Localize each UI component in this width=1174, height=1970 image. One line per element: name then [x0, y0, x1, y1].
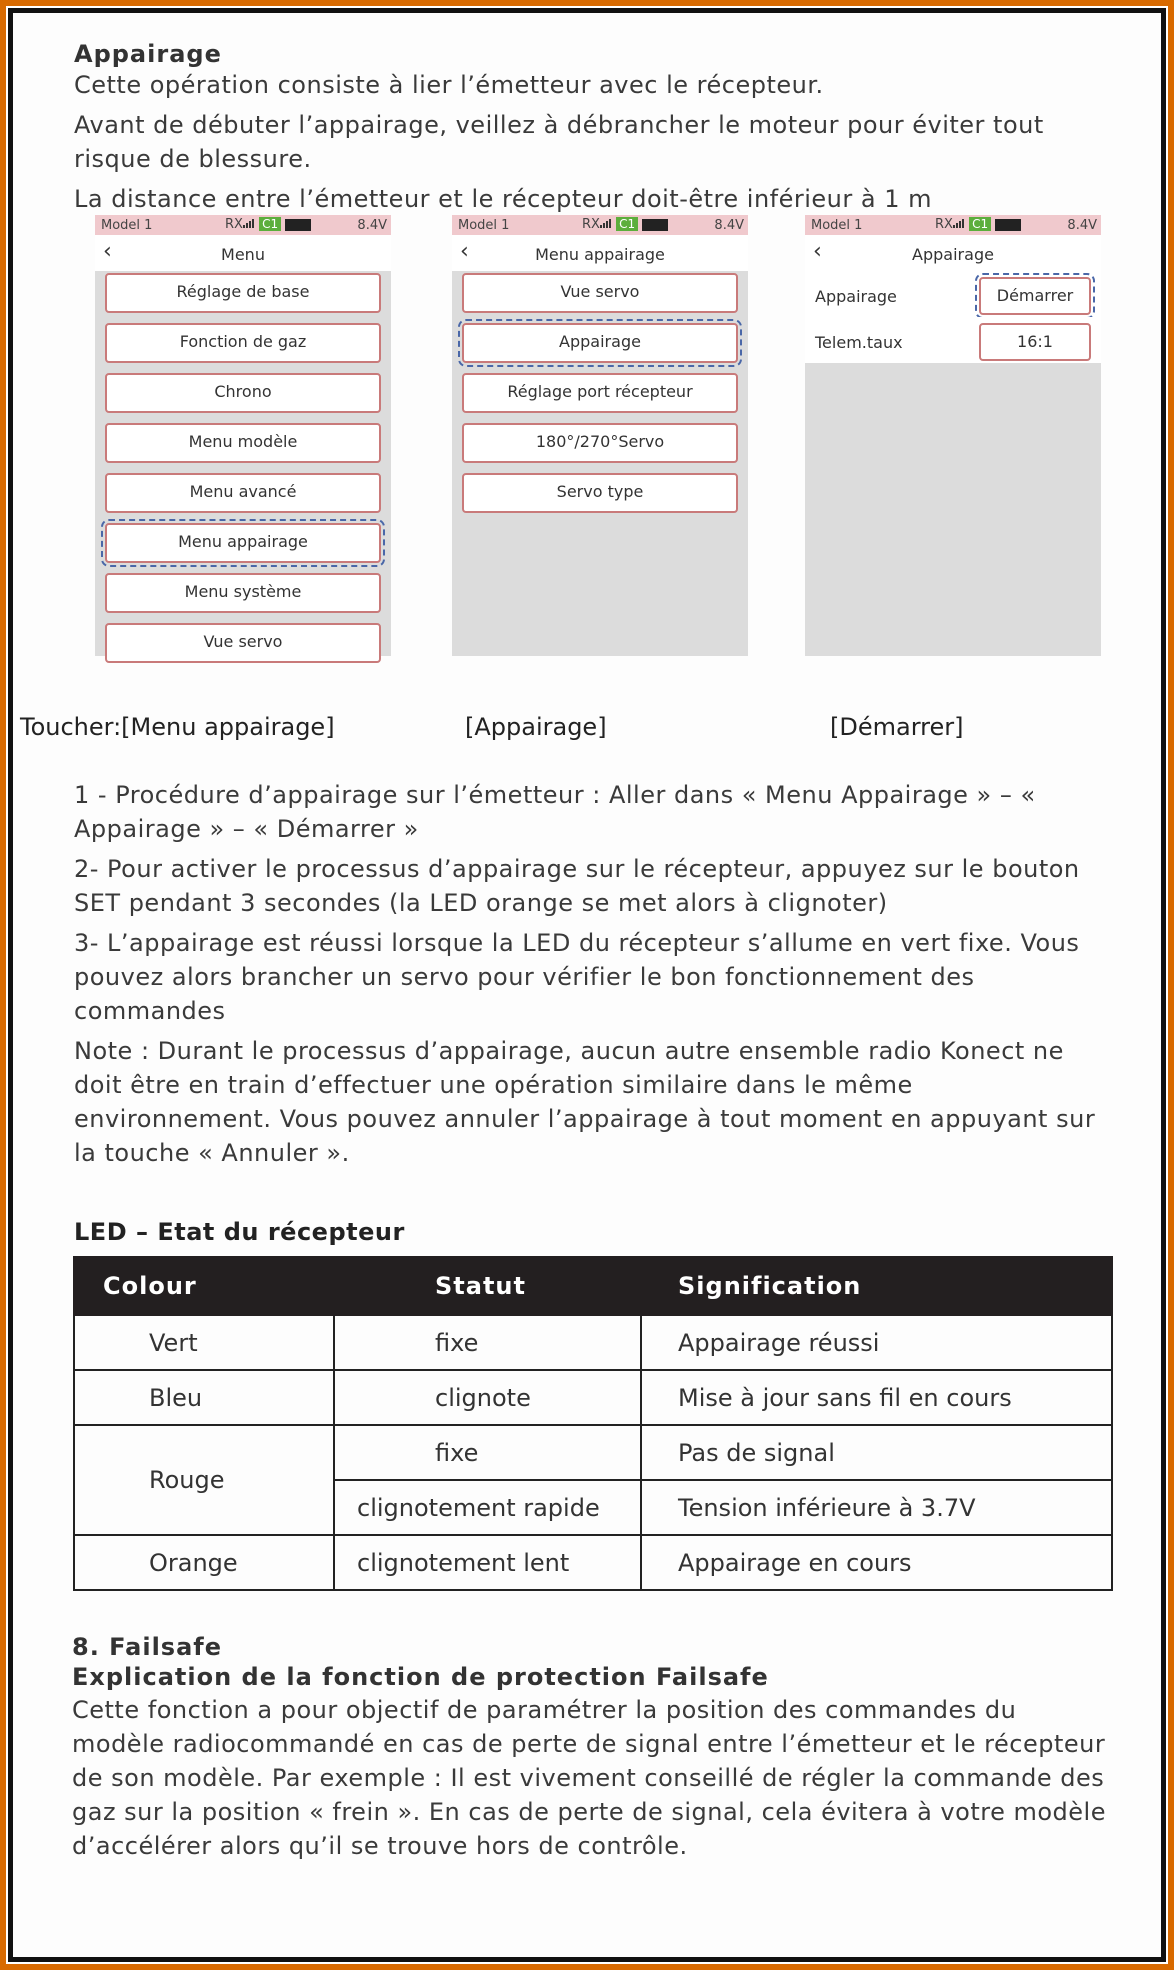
channel-badge: C1 — [969, 217, 991, 231]
header-statut: Statut — [334, 1257, 641, 1315]
cell-signification: Tension inférieure à 3.7V — [641, 1480, 1112, 1535]
screen-menu — [95, 215, 391, 656]
caption-screen-1: Toucher:[Menu appairage] — [20, 713, 335, 741]
setting-label: Telem.taux — [815, 333, 903, 352]
channel-badge: C1 — [259, 217, 281, 231]
table-row — [74, 1315, 1112, 1370]
voltage-label: 8.4V — [357, 218, 387, 233]
note: Note : Durant le processus d’appairage, aucun autre ensemble radio Konect ne doit être en train d’effectuer une opération similaire dans le même environnement. Vous pouvez annuler l’appairage à tout moment en appuyant sur la touche « Annuler ». — [74, 1037, 1096, 1167]
demarrer-button[interactable]: Démarrer — [979, 277, 1091, 315]
screen-header — [95, 235, 391, 271]
model-label: Model 1 — [101, 218, 153, 233]
menu-list — [452, 271, 748, 525]
menu-item-fonction-de-gaz[interactable]: Fonction de gaz — [105, 323, 381, 363]
cell-colour: Vert — [74, 1315, 334, 1370]
failsafe-body: Cette fonction a pour objectif de paramétrer la position des commandes du modèle radiocommandé en cas de perte de signal entre l’émetteur et le récepteur de son modèle. Par exemple : Il est vivement conseillé de régler la commande des gaz sur la position « frein ». En cas de perte de signal, cela évitera à votre modèle d’accélérer alors qu’il se trouve hors de contrôle. — [72, 1696, 1106, 1860]
header-signification: Signification — [641, 1257, 1112, 1315]
menu-item-chrono[interactable]: Chrono — [105, 373, 381, 413]
cell-statut: fixe — [334, 1425, 641, 1480]
screen-title: Menu — [221, 245, 265, 264]
cell-signification: Mise à jour sans fil en cours — [641, 1370, 1112, 1425]
back-arrow-icon[interactable]: ‹ — [460, 239, 469, 264]
status-bar — [95, 215, 391, 235]
menu-item-vue-servo[interactable]: Vue servo — [105, 623, 381, 663]
cell-signification: Appairage en cours — [641, 1535, 1112, 1590]
screens-illustration — [20, 215, 1100, 741]
screen-title: Appairage — [912, 245, 994, 264]
status-bar — [805, 215, 1101, 235]
header-colour: Colour — [74, 1257, 334, 1315]
screen-header — [452, 235, 748, 271]
screen-menu-appairage — [452, 215, 748, 656]
signal-icon — [953, 217, 965, 232]
telem-taux-value[interactable]: 16:1 — [979, 323, 1091, 361]
battery-icon — [642, 219, 668, 231]
status-bar — [452, 215, 748, 235]
battery-icon — [285, 219, 311, 231]
caption-screen-3: [Démarrer] — [830, 713, 964, 741]
menu-item-menu-systeme[interactable]: Menu système — [105, 573, 381, 613]
menu-item-reglage-de-base[interactable]: Réglage de base — [105, 273, 381, 313]
menu-item-servo-type[interactable]: Servo type — [462, 473, 738, 513]
led-table — [73, 1256, 1113, 1591]
voltage-label: 8.4V — [714, 218, 744, 233]
signal-icon — [243, 217, 255, 232]
back-arrow-icon[interactable]: ‹ — [813, 239, 822, 264]
table-header-row — [74, 1257, 1112, 1315]
screen-title: Menu appairage — [535, 245, 665, 264]
table-row — [74, 1370, 1112, 1425]
cell-colour: Bleu — [74, 1370, 334, 1425]
intro-paragraph-3: La distance entre l’émetteur et le récepteur doit-être inférieur à 1 m — [74, 185, 932, 213]
rx-label: RX — [935, 217, 953, 232]
menu-list — [95, 271, 391, 675]
section-title-appairage: Appairage — [74, 40, 222, 68]
setting-label: Appairage — [815, 287, 897, 306]
cell-colour: Rouge — [74, 1425, 334, 1535]
menu-item-menu-modele[interactable]: Menu modèle — [105, 423, 381, 463]
menu-item-appairage[interactable]: Appairage — [462, 323, 738, 363]
caption-screen-2: [Appairage] — [465, 713, 607, 741]
rx-indicator — [935, 217, 1021, 232]
cell-colour: Orange — [74, 1535, 334, 1590]
procedure-steps — [74, 778, 1114, 1176]
intro-paragraph-1: Cette opération consiste à lier l’émetteur avec le récepteur. — [74, 71, 824, 99]
channel-badge: C1 — [616, 217, 638, 231]
rx-label: RX — [582, 217, 600, 232]
model-label: Model 1 — [811, 218, 863, 233]
menu-item-menu-appairage[interactable]: Menu appairage — [105, 523, 381, 563]
cell-statut: clignotement lent — [334, 1535, 641, 1590]
cell-statut: fixe — [334, 1315, 641, 1370]
step-1: 1 - Procédure d’appairage sur l’émetteur : Aller dans « Menu Appairage » – « Appairage » – « Démarrer » — [74, 781, 1036, 843]
screen-appairage — [805, 215, 1101, 656]
led-table-title: LED – Etat du récepteur — [74, 1218, 405, 1246]
screen-header — [805, 235, 1101, 271]
cell-statut: clignote — [334, 1370, 641, 1425]
setting-row-telem-taux — [805, 317, 1101, 363]
menu-item-menu-avance[interactable]: Menu avancé — [105, 473, 381, 513]
model-label: Model 1 — [458, 218, 510, 233]
failsafe-title: 8. Failsafe — [72, 1633, 223, 1661]
table-row — [74, 1425, 1112, 1480]
failsafe-subtitle: Explication de la fonction de protection Failsafe — [72, 1663, 769, 1691]
back-arrow-icon[interactable]: ‹ — [103, 239, 112, 264]
rx-indicator — [225, 217, 311, 232]
setting-row-appairage — [805, 271, 1101, 317]
appairage-section — [74, 40, 1114, 222]
menu-item-reglage-port-recepteur[interactable]: Réglage port récepteur — [462, 373, 738, 413]
menu-item-servo-angle[interactable]: 180°/270°Servo — [462, 423, 738, 463]
rx-indicator — [582, 217, 668, 232]
cell-signification: Pas de signal — [641, 1425, 1112, 1480]
table-row — [74, 1535, 1112, 1590]
voltage-label: 8.4V — [1067, 218, 1097, 233]
rx-label: RX — [225, 217, 243, 232]
signal-icon — [600, 217, 612, 232]
failsafe-section — [72, 1633, 1112, 1863]
intro-paragraph-2: Avant de débuter l’appairage, veillez à débrancher le moteur pour éviter tout risque de blessure. — [74, 111, 1044, 173]
cell-signification: Appairage réussi — [641, 1315, 1112, 1370]
cell-statut: clignotement rapide — [334, 1480, 641, 1535]
battery-icon — [995, 219, 1021, 231]
menu-item-vue-servo[interactable]: Vue servo — [462, 273, 738, 313]
step-3: 3- L’appairage est réussi lorsque la LED du récepteur s’allume en vert fixe. Vous pouvez alors brancher un servo pour vérifier le bon fonctionnement des commandes — [74, 929, 1080, 1025]
step-2: 2- Pour activer le processus d’appairage sur le récepteur, appuyez sur le bouton SET pendant 3 secondes (la LED orange se met alors à clignoter) — [74, 855, 1080, 917]
